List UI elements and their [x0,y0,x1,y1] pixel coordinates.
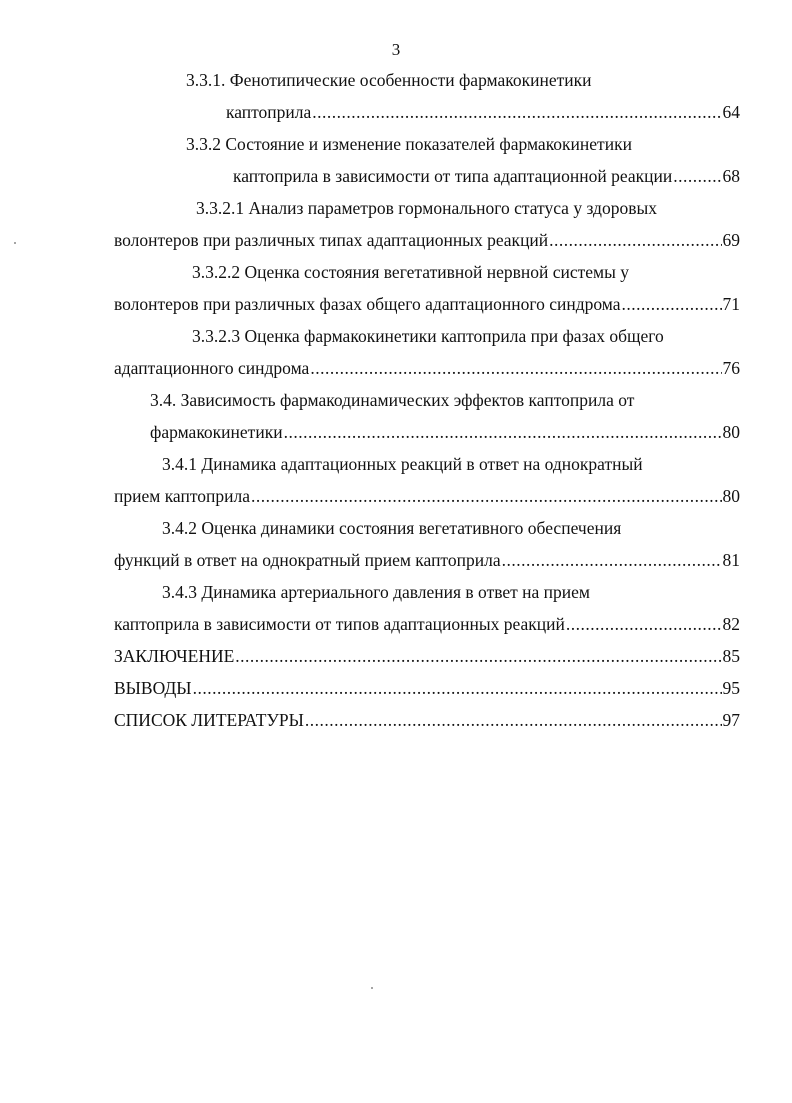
scan-speck [14,242,16,244]
toc-page-number: 69 [722,230,740,250]
toc-page-number: 85 [722,646,740,666]
page-number: 3 [391,40,401,59]
toc-page-number: 64 [722,102,740,122]
toc-heading: 3.3.2.3 Оценка фармакокинетики каптоприла при фазах общего [192,326,664,346]
toc-entry [114,549,740,571]
toc-page-number: 81 [722,550,740,570]
toc-page-number: 80 [722,486,740,506]
dot-leader [502,549,722,571]
dot-leader [284,421,722,443]
toc-entry [226,101,740,123]
toc-page-number: 82 [722,614,740,634]
toc-entry-text: адаптационного синдрома [114,358,310,378]
toc-heading: 3.3.2 Состояние и изменение показателей фармакокинетики [186,134,632,154]
toc-heading: 3.4.1 Динамика адаптационных реакций в ответ на однократный [162,454,643,474]
dot-leader [673,165,721,187]
toc-heading: 3.4. Зависимость фармакодинамических эффектов каптоприла от [150,390,635,410]
toc-entry [114,677,740,699]
dot-leader [235,645,721,667]
toc-page-number: 80 [722,422,740,442]
dot-leader [622,293,722,315]
toc-page-number: 97 [722,710,740,730]
toc-entry [114,485,740,507]
toc-heading: 3.3.2.1 Анализ параметров гормонального статуса у здоровых [196,198,657,218]
dot-leader [566,613,722,635]
toc-entry [114,293,740,315]
dot-leader [193,677,722,699]
toc-page-number: 68 [722,166,740,186]
dot-leader [549,229,721,251]
toc-page-number: 76 [722,358,740,378]
toc-entry-text: фармакокинетики [150,422,283,442]
toc-entry-text: волонтеров при различных типах адаптационных реакций [114,230,549,250]
toc-entry-text: СПИСОК ЛИТЕРАТУРЫ [114,710,304,730]
dot-leader [310,357,721,379]
toc-page-number: 95 [722,678,740,698]
toc-entry [114,613,740,635]
toc-entry [150,421,740,443]
scan-speck [371,987,373,989]
toc-page-number: 71 [722,294,740,314]
toc-entry [114,645,740,667]
toc-entry [114,357,740,379]
toc-entry-text: каптоприла в зависимости от типов адаптационных реакций [114,614,565,634]
toc-entry-text: ЗАКЛЮЧЕНИЕ [114,646,235,666]
dot-leader [305,709,722,731]
toc-entry-text: ВЫВОДЫ [114,678,192,698]
toc-entry-text: функций в ответ на однократный прием каптоприла [114,550,501,570]
toc-heading: 3.4.3 Динамика артериального давления в ответ на прием [162,582,591,602]
toc-heading: 3.4.2 Оценка динамики состояния вегетативного обеспечения [162,518,622,538]
toc-heading: 3.3.2.2 Оценка состояния вегетативной нервной системы у [192,262,629,282]
toc-entry [233,165,740,187]
toc-entry [114,229,740,251]
toc-entry-text: волонтеров при различных фазах общего адаптационного синдрома [114,294,621,314]
toc-entry-text: каптоприла в зависимости от типа адаптационной реакции [233,166,673,186]
toc-entry [114,709,740,731]
toc-entry-text: прием каптоприла [114,486,250,506]
toc-entry-text: каптоприла [226,102,312,122]
toc-heading: 3.3.1. Фенотипические особенности фармакокинетики [186,70,592,90]
dot-leader [251,485,722,507]
dot-leader [312,101,721,123]
